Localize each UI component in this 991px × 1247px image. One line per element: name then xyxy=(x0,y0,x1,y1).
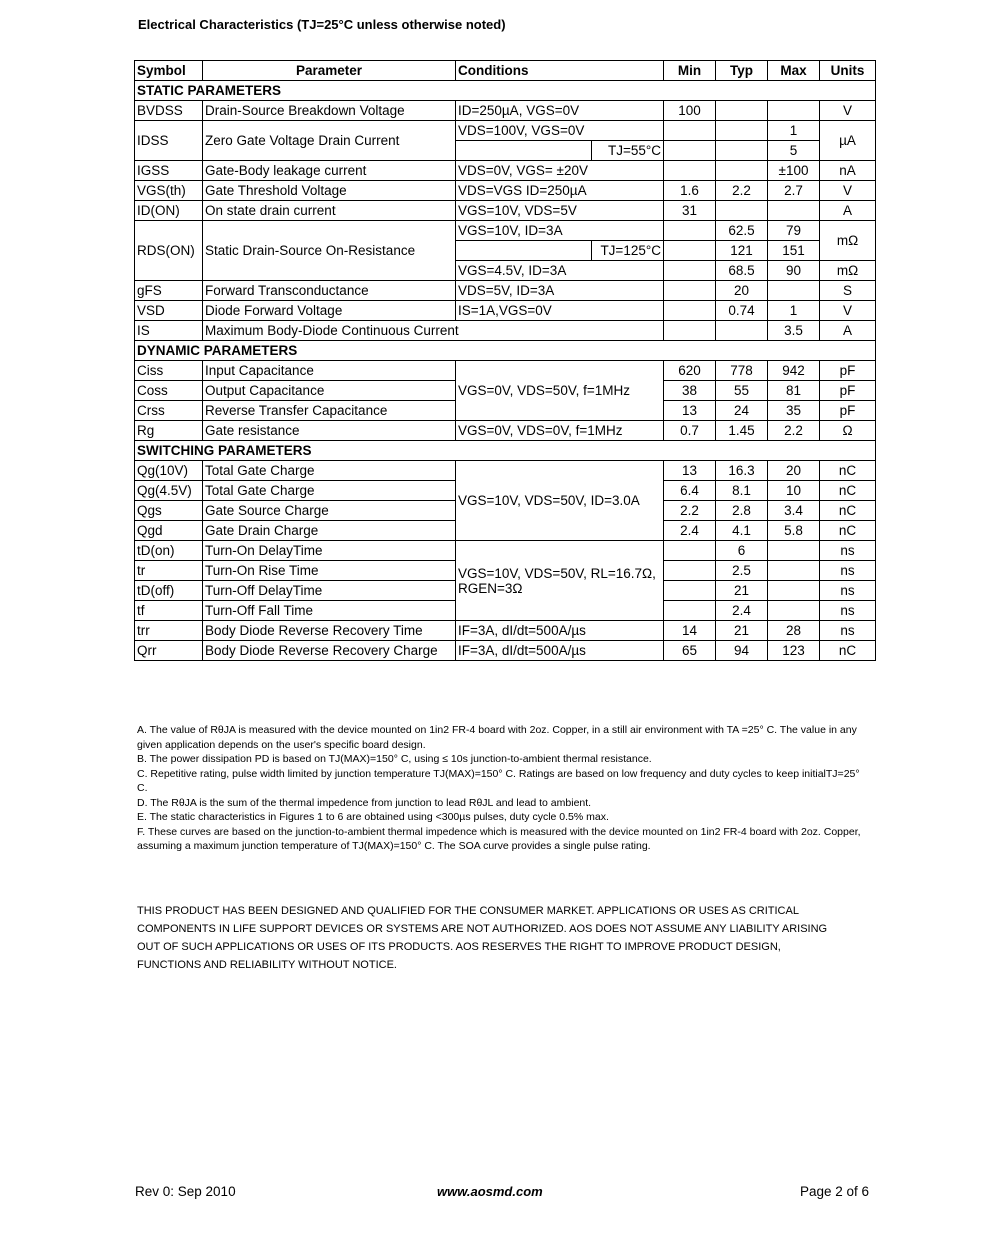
switch-cond-line1: VGS=10V, VDS=50V, RL=16.7Ω, xyxy=(458,565,656,581)
tj-condition: TJ=125°C xyxy=(592,241,664,261)
table-row xyxy=(135,361,876,381)
symbol-cell: Coss xyxy=(135,381,203,401)
unit-cell: nC xyxy=(820,501,876,521)
parameter-cell: Body Diode Reverse Recovery Charge xyxy=(203,641,456,661)
max-cell xyxy=(768,101,820,121)
symbol-cell: Crss xyxy=(135,401,203,421)
parameter-cell: Turn-Off Fall Time xyxy=(203,601,456,621)
typ-cell: 8.1 xyxy=(716,481,768,501)
parameter-cell: Total Gate Charge xyxy=(203,481,456,501)
typ-cell xyxy=(716,321,768,341)
unit-cell: ns xyxy=(820,621,876,641)
unit-cell: µA xyxy=(820,121,876,161)
symbol-cell: Qgs xyxy=(135,501,203,521)
min-cell xyxy=(664,541,716,561)
condition-cell: VGS=4.5V, ID=3A xyxy=(456,261,664,281)
header-min: Min xyxy=(664,61,716,81)
max-cell: 5 xyxy=(768,141,820,161)
max-cell: 151 xyxy=(768,241,820,261)
min-cell xyxy=(664,241,716,261)
header-conditions: Conditions xyxy=(456,61,664,81)
max-cell: 1 xyxy=(768,121,820,141)
max-cell: 123 xyxy=(768,641,820,661)
max-cell xyxy=(768,561,820,581)
parameter-cell: Diode Forward Voltage xyxy=(203,301,456,321)
parameter-cell: Drain-Source Breakdown Voltage xyxy=(203,101,456,121)
unit-cell: A xyxy=(820,321,876,341)
max-cell xyxy=(768,201,820,221)
footnote: A. The value of RθJA is measured with the device mounted on 1in2 FR-4 board with 2oz. Copper, in a still air environment with TA =25° C. The value in any given application depends on the user's specific board design. xyxy=(137,724,857,751)
symbol-cell: IDSS xyxy=(135,121,203,161)
footnote: D. The RθJA is the sum of the thermal impedence from junction to lead RθJL and lead to ambient. xyxy=(137,796,592,809)
tj-condition: TJ=55°C xyxy=(592,141,664,161)
typ-cell: 2.4 xyxy=(716,601,768,621)
typ-cell xyxy=(716,161,768,181)
unit-cell: ns xyxy=(820,561,876,581)
unit-cell: pF xyxy=(820,381,876,401)
typ-cell xyxy=(716,101,768,121)
table-row xyxy=(135,281,876,301)
typ-cell xyxy=(716,121,768,141)
condition-cell: VGS=10V, VDS=50V, ID=3.0A xyxy=(456,461,664,541)
max-cell xyxy=(768,281,820,301)
symbol-cell: Qg(10V) xyxy=(135,461,203,481)
min-cell xyxy=(664,321,716,341)
unit-cell: nC xyxy=(820,641,876,661)
parameter-cell: Gate-Body leakage current xyxy=(203,161,456,181)
condition-cell: VDS=0V, VGS= ±20V xyxy=(456,161,664,181)
unit-cell: V xyxy=(820,301,876,321)
condition-cell: VDS=5V, ID=3A xyxy=(456,281,664,301)
typ-cell: 6 xyxy=(716,541,768,561)
min-cell xyxy=(664,581,716,601)
parameter-cell: Static Drain-Source On-Resistance xyxy=(203,221,456,281)
min-cell xyxy=(664,261,716,281)
condition-cell: IF=3A, dI/dt=500A/µs xyxy=(456,641,664,661)
symbol-cell: BVDSS xyxy=(135,101,203,121)
footnote: E. The static characteristics in Figures 1 to 6 are obtained using <300µs pulses, duty cycle 0.5% max. xyxy=(137,811,609,823)
condition-cell: VDS=100V, VGS=0V xyxy=(456,121,664,141)
unit-cell: V xyxy=(820,101,876,121)
typ-cell: 24 xyxy=(716,401,768,421)
condition-spacer xyxy=(456,241,592,261)
max-cell: 3.5 xyxy=(768,321,820,341)
symbol-cell: tf xyxy=(135,601,203,621)
max-cell: 2.2 xyxy=(768,421,820,441)
typ-cell: 2.5 xyxy=(716,561,768,581)
min-cell: 2.2 xyxy=(664,501,716,521)
table-row xyxy=(135,181,876,201)
min-cell xyxy=(664,221,716,241)
typ-cell: 20 xyxy=(716,281,768,301)
symbol-cell: Qg(4.5V) xyxy=(135,481,203,501)
header-row xyxy=(135,61,876,81)
condition-cell: VGS=0V, VDS=50V, f=1MHz xyxy=(456,361,664,421)
max-cell: 90 xyxy=(768,261,820,281)
symbol-cell: Ciss xyxy=(135,361,203,381)
parameter-cell: Zero Gate Voltage Drain Current xyxy=(203,121,456,161)
symbol-cell: tD(off) xyxy=(135,581,203,601)
symbol-cell: IGSS xyxy=(135,161,203,181)
electrical-characteristics-table xyxy=(134,60,876,661)
min-cell: 65 xyxy=(664,641,716,661)
condition-cell: VGS=10V, ID=3A xyxy=(456,221,664,241)
typ-cell: 21 xyxy=(716,621,768,641)
website-link[interactable]: www.aosmd.com xyxy=(437,1184,543,1199)
min-cell: 13 xyxy=(664,461,716,481)
footnote: C. Repetitive rating, pulse width limited by junction temperature TJ(MAX)=150° C. Ratings are based on low frequency and duty cycles to keep initialTJ=25° C. xyxy=(137,767,860,794)
typ-cell: 62.5 xyxy=(716,221,768,241)
disclaimer xyxy=(137,902,867,974)
table-row xyxy=(135,541,876,561)
min-cell: 14 xyxy=(664,621,716,641)
footnote: B. The power dissipation PD is based on TJ(MAX)=150° C, using ≤ 10s junction-to-ambient thermal resistance. xyxy=(137,753,652,765)
unit-cell: nC xyxy=(820,481,876,501)
symbol-cell: Rg xyxy=(135,421,203,441)
condition-cell: VGS=0V, VDS=0V, f=1MHz xyxy=(456,421,664,441)
table-row xyxy=(135,121,876,141)
symbol-cell: gFS xyxy=(135,281,203,301)
typ-cell: 778 xyxy=(716,361,768,381)
max-cell: 81 xyxy=(768,381,820,401)
parameter-cell: Gate resistance xyxy=(203,421,456,441)
typ-cell: 16.3 xyxy=(716,461,768,481)
max-cell: 35 xyxy=(768,401,820,421)
switch-cond-line2: RGEN=3Ω xyxy=(458,580,523,596)
condition-cell: IS=1A,VGS=0V xyxy=(456,301,664,321)
unit-cell: mΩ xyxy=(820,221,876,261)
table-row xyxy=(135,101,876,121)
section-dynamic: DYNAMIC PARAMETERS xyxy=(135,341,876,361)
typ-cell: 0.74 xyxy=(716,301,768,321)
min-cell: 38 xyxy=(664,381,716,401)
max-cell xyxy=(768,581,820,601)
min-cell: 13 xyxy=(664,401,716,421)
max-cell xyxy=(768,601,820,621)
max-cell: 942 xyxy=(768,361,820,381)
typ-cell: 1.45 xyxy=(716,421,768,441)
parameter-cell: Gate Source Charge xyxy=(203,501,456,521)
min-cell xyxy=(664,121,716,141)
parameter-cell: Input Capacitance xyxy=(203,361,456,381)
symbol-cell: ID(ON) xyxy=(135,201,203,221)
max-cell: 20 xyxy=(768,461,820,481)
parameter-cell: Maximum Body-Diode Continuous Current xyxy=(203,321,664,341)
max-cell: 3.4 xyxy=(768,501,820,521)
unit-cell: mΩ xyxy=(820,261,876,281)
footnote: F. These curves are based on the junction-to-ambient thermal impedence which is measured with the device mounted on 1in2 FR-4 board with 2oz. Copper, assuming a maximum junction temperature of TJ(MAX)=150° C. The SOA curve provides a single pulse rating. xyxy=(137,825,861,852)
header-max: Max xyxy=(768,61,820,81)
disclaimer-line: OUT OF SUCH APPLICATIONS OR USES OF ITS PRODUCTS. AOS RESERVES THE RIGHT TO IMPROVE PRODUCT DESIGN, xyxy=(137,941,781,953)
typ-cell: 4.1 xyxy=(716,521,768,541)
symbol-cell: VGS(th) xyxy=(135,181,203,201)
parameter-cell: Total Gate Charge xyxy=(203,461,456,481)
header-parameter: Parameter xyxy=(203,61,456,81)
min-cell: 31 xyxy=(664,201,716,221)
page-title: Electrical Characteristics (TJ=25°C unless otherwise noted) xyxy=(138,17,506,32)
disclaimer-line: FUNCTIONS AND RELIABILITY WITHOUT NOTICE. xyxy=(137,959,397,971)
unit-cell: ns xyxy=(820,581,876,601)
section-switching: SWITCHING PARAMETERS xyxy=(135,441,876,461)
parameter-cell: Turn-On Rise Time xyxy=(203,561,456,581)
table-row xyxy=(135,641,876,661)
table-row xyxy=(135,621,876,641)
min-cell xyxy=(664,561,716,581)
condition-cell: ID=250µA, VGS=0V xyxy=(456,101,664,121)
parameter-cell: Reverse Transfer Capacitance xyxy=(203,401,456,421)
symbol-cell: tD(on) xyxy=(135,541,203,561)
typ-cell xyxy=(716,201,768,221)
min-cell xyxy=(664,601,716,621)
symbol-cell: trr xyxy=(135,621,203,641)
table-row xyxy=(135,301,876,321)
min-cell xyxy=(664,301,716,321)
typ-cell: 2.8 xyxy=(716,501,768,521)
condition-cell: VGS=10V, VDS=5V xyxy=(456,201,664,221)
footnotes xyxy=(137,723,862,854)
disclaimer-line: COMPONENTS IN LIFE SUPPORT DEVICES OR SYSTEMS ARE NOT AUTHORIZED. AOS DOES NOT ASSUME ANY LIABILITY ARISING xyxy=(137,923,828,935)
unit-cell: ns xyxy=(820,601,876,621)
min-cell: 620 xyxy=(664,361,716,381)
unit-cell: nA xyxy=(820,161,876,181)
unit-cell: nC xyxy=(820,521,876,541)
parameter-cell: Forward Transconductance xyxy=(203,281,456,301)
table-row xyxy=(135,161,876,181)
symbol-cell: Qgd xyxy=(135,521,203,541)
min-cell xyxy=(664,281,716,301)
max-cell: 2.7 xyxy=(768,181,820,201)
parameter-cell: Turn-Off DelayTime xyxy=(203,581,456,601)
header-units: Units xyxy=(820,61,876,81)
header-symbol: Symbol xyxy=(135,61,203,81)
max-cell xyxy=(768,541,820,561)
typ-cell: 55 xyxy=(716,381,768,401)
unit-cell: V xyxy=(820,181,876,201)
typ-cell xyxy=(716,141,768,161)
condition-spacer xyxy=(456,141,592,161)
min-cell xyxy=(664,141,716,161)
unit-cell: S xyxy=(820,281,876,301)
max-cell: ±100 xyxy=(768,161,820,181)
typ-cell: 21 xyxy=(716,581,768,601)
symbol-cell: tr xyxy=(135,561,203,581)
max-cell: 5.8 xyxy=(768,521,820,541)
unit-cell: A xyxy=(820,201,876,221)
min-cell: 2.4 xyxy=(664,521,716,541)
unit-cell: pF xyxy=(820,361,876,381)
parameter-cell: Output Capacitance xyxy=(203,381,456,401)
max-cell: 28 xyxy=(768,621,820,641)
typ-cell: 94 xyxy=(716,641,768,661)
table-row xyxy=(135,201,876,221)
section-static: STATIC PARAMETERS xyxy=(135,81,876,101)
min-cell: 1.6 xyxy=(664,181,716,201)
table-row xyxy=(135,421,876,441)
parameter-cell: Gate Threshold Voltage xyxy=(203,181,456,201)
symbol-cell: IS xyxy=(135,321,203,341)
table-row xyxy=(135,221,876,241)
unit-cell: nC xyxy=(820,461,876,481)
symbol-cell: VSD xyxy=(135,301,203,321)
typ-cell: 2.2 xyxy=(716,181,768,201)
min-cell: 0.7 xyxy=(664,421,716,441)
max-cell: 10 xyxy=(768,481,820,501)
unit-cell: Ω xyxy=(820,421,876,441)
parameter-cell: Gate Drain Charge xyxy=(203,521,456,541)
condition-cell: IF=3A, dI/dt=500A/µs xyxy=(456,621,664,641)
typ-cell: 68.5 xyxy=(716,261,768,281)
revision-label: Rev 0: Sep 2010 xyxy=(135,1184,236,1199)
parameter-cell: On state drain current xyxy=(203,201,456,221)
parameter-cell: Turn-On DelayTime xyxy=(203,541,456,561)
unit-cell: ns xyxy=(820,541,876,561)
table-row xyxy=(135,321,876,341)
max-cell: 79 xyxy=(768,221,820,241)
typ-cell: 121 xyxy=(716,241,768,261)
disclaimer-line: THIS PRODUCT HAS BEEN DESIGNED AND QUALIFIED FOR THE CONSUMER MARKET. APPLICATIONS OR USES AS CRITICAL xyxy=(137,905,799,917)
condition-cell: VDS=VGS ID=250µA xyxy=(456,181,664,201)
condition-cell xyxy=(456,541,664,621)
symbol-cell: Qrr xyxy=(135,641,203,661)
page-number: Page 2 of 6 xyxy=(800,1184,870,1199)
table-row xyxy=(135,461,876,481)
symbol-cell: RDS(ON) xyxy=(135,221,203,281)
min-cell: 100 xyxy=(664,101,716,121)
header-typ: Typ xyxy=(716,61,768,81)
unit-cell: pF xyxy=(820,401,876,421)
min-cell xyxy=(664,161,716,181)
max-cell: 1 xyxy=(768,301,820,321)
min-cell: 6.4 xyxy=(664,481,716,501)
parameter-cell: Body Diode Reverse Recovery Time xyxy=(203,621,456,641)
